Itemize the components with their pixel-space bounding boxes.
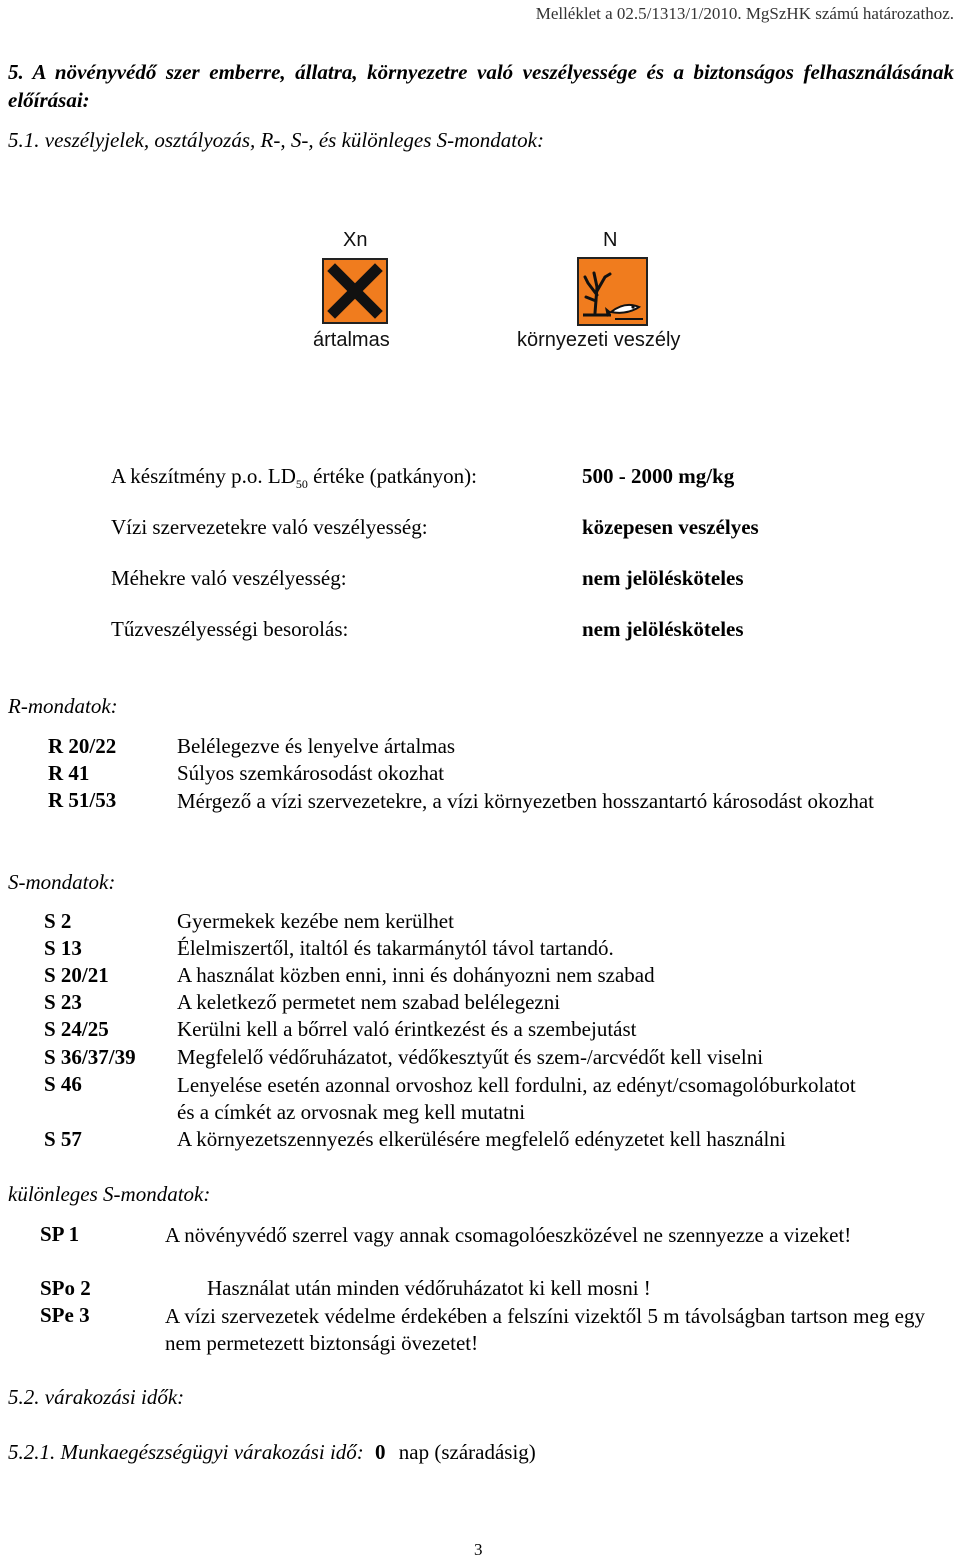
property-value-aquatic: közepesen veszélyes [582, 515, 759, 539]
subsection-5-2-title: 5.2. várakozási idők: [8, 1385, 185, 1409]
waiting-time-value: 0 [375, 1440, 386, 1464]
symbol-code-n: N [603, 229, 618, 251]
r-phrase-text: Belélegezve és lenyelve ártalmas [177, 734, 456, 758]
s-phrase-code: S 2 [44, 909, 72, 933]
page-number: 3 [474, 1540, 483, 1559]
s-phrase-text: Lenyelése esetén azonnal orvoshoz kell fordulni, az edényt/csomagolóburkolatot és a címkét az orvosnak meg kell mutatni [177, 1073, 856, 1124]
s-phrase-code: S 36/37/39 [44, 1045, 136, 1069]
sp-phrase-text: A vízi szervezetek védelme érdekében a felszíni vizektől 5 m távolságban tartson meg egy nem permetezett biztonsági övezetet! [165, 1304, 925, 1355]
r-phrase-text: Mérgező a vízi szervezetekre, a vízi környezetben hosszantartó károsodást okozhat [177, 789, 874, 813]
s-phrase-code: S 24/25 [44, 1017, 109, 1041]
property-value-bees: nem jelölésköteles [582, 566, 744, 590]
s-phrase-text: Kerülni kell a bőrrel való érintkezést és a szembejutást [177, 1017, 637, 1041]
r-phrases-heading: R-mondatok: [8, 694, 118, 718]
s-phrase-text: Élelmiszertől, italtól és takarmánytól távol tartandó. [177, 936, 614, 960]
property-label-ld50: A készítmény p.o. $LD_{50}$ értéke (patkányon): [111, 464, 477, 492]
sp-phrase-text: A növényvédő szerrel vagy annak csomagolóeszközével ne szennyezze a vizeket! [165, 1223, 852, 1247]
waiting-time-line [8, 1440, 536, 1465]
property-label-fire: Tűzveszélyességi besorolás: [111, 617, 349, 641]
document-header: Melléklet a 02.5/1313/1/2010. MgSzHK számú határozathoz. [535, 4, 954, 23]
property-value-fire: nem jelölésköteles [582, 617, 744, 641]
s-phrase-text: Megfelelő védőruházatot, védőkesztyűt és szem-/arcvédőt kell viselni [177, 1045, 764, 1069]
sp-phrase-code: SP 1 [40, 1222, 80, 1246]
s-phrase-text: A használat közben enni, inni és dohányozni nem szabad [177, 963, 655, 987]
s-phrase-text: A környezetszennyezés elkerülésére megfelelő edényzetet kell használni [177, 1127, 786, 1151]
harmful-x-icon [322, 258, 388, 324]
s-phrase-code: S 13 [44, 936, 82, 960]
waiting-time-label: 5.2.1. Munkaegészségügyi várakozási idő: [8, 1440, 364, 1464]
s-phrase-code: S 57 [44, 1127, 82, 1151]
symbol-label-environment: környezeti veszély [517, 329, 681, 351]
subsection-5-1-title: 5.1. veszélyjelek, osztályozás, R-, S-, és különleges S-mondatok: [8, 128, 544, 152]
symbol-label-harmful: ártalmas [313, 329, 390, 351]
sp-phrase-code: SPo 2 [40, 1276, 91, 1300]
s-phrase-code: S 23 [44, 990, 82, 1014]
r-phrase-text: Súlyos szemkárosodást okozhat [177, 761, 445, 785]
s-phrase-code: S 20/21 [44, 963, 109, 987]
section-title: 5. A növényvédő szer emberre, állatra, környezetre való veszélyessége és a biztonságos felhasználásának előírásai: [8, 60, 954, 112]
r-phrase-code: R 20/22 [48, 734, 117, 758]
s-phrase-text: A keletkező permetet nem szabad belélegezni [177, 990, 561, 1014]
s-phrase-text: Gyermekek kezébe nem kerülhet [177, 909, 454, 933]
s-phrases-heading: S-mondatok: [8, 870, 116, 894]
r-phrase-code: R 51/53 [48, 788, 117, 812]
property-label-aquatic: Vízi szervezetekre való veszélyesség: [111, 515, 428, 539]
special-s-phrases-heading: különleges S-mondatok: [8, 1182, 211, 1206]
waiting-time-unit: nap (száradásig) [398, 1440, 536, 1464]
sp-phrase-text: Használat után minden védőruházatot ki kell mosni ! [207, 1276, 651, 1300]
sp-phrase-code: SPe 3 [40, 1303, 90, 1327]
environment-hazard-icon [577, 257, 648, 326]
r-phrase-code: R 41 [48, 761, 90, 785]
symbol-code-xn: Xn [343, 229, 368, 251]
property-value-ld50: 500 - 2000 mg/kg [582, 464, 735, 488]
property-label-bees: Méhekre való veszélyesség: [111, 566, 347, 590]
s-phrase-code: S 46 [44, 1072, 82, 1096]
